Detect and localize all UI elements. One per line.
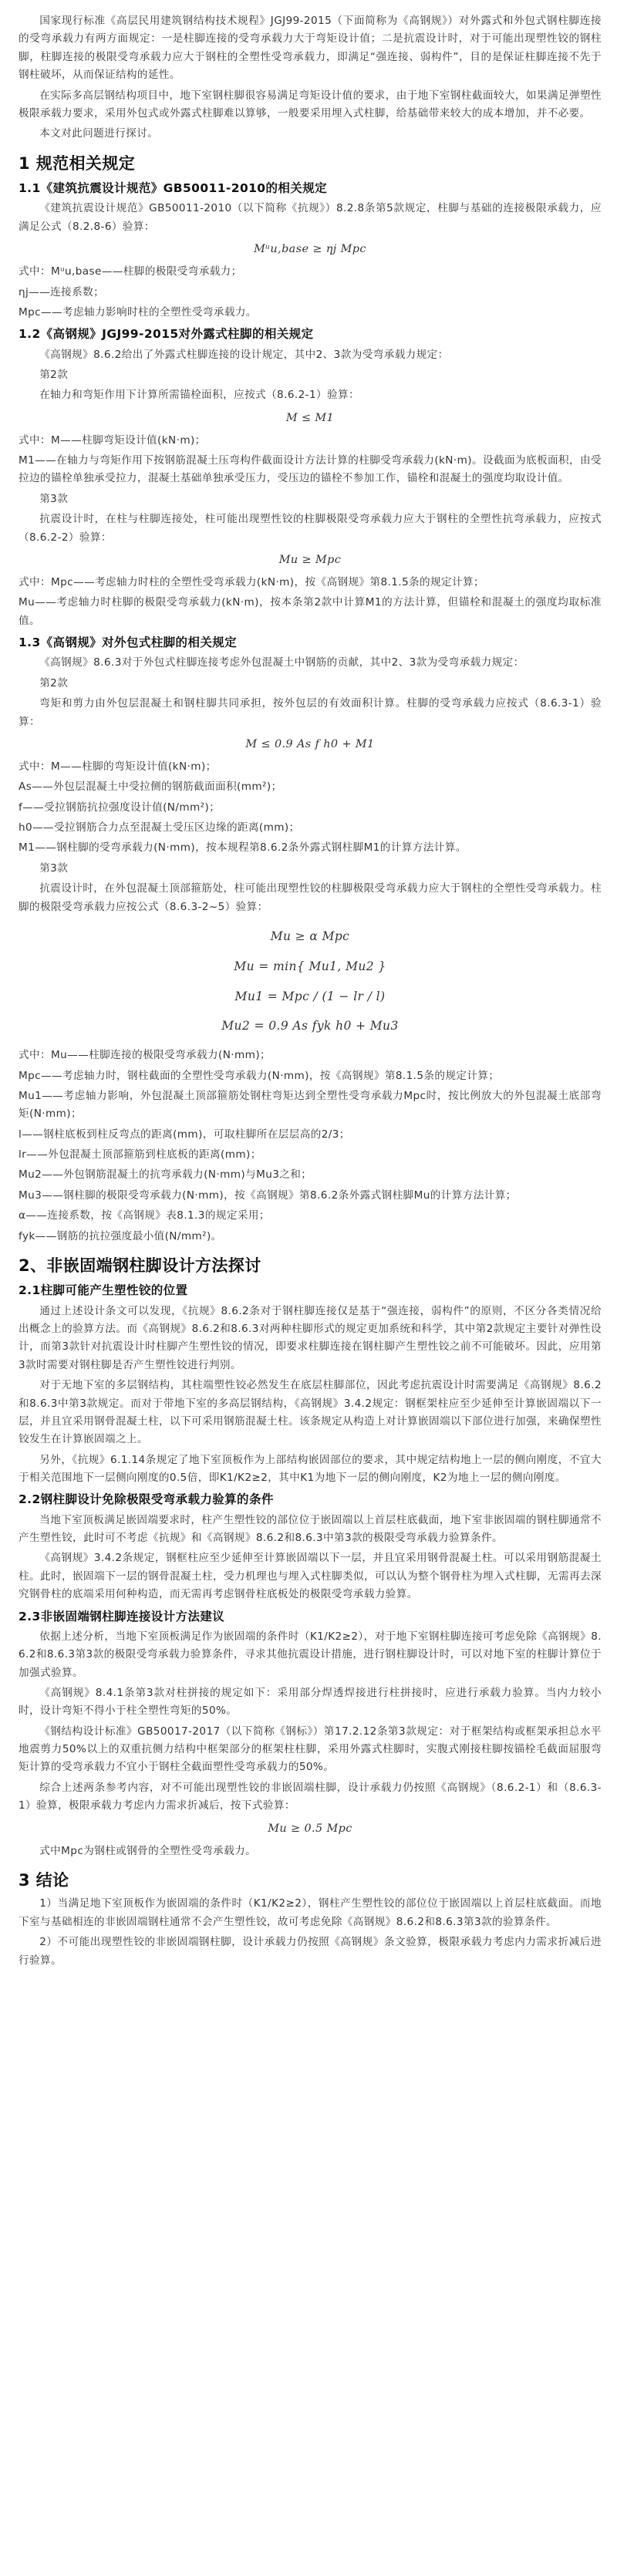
subsection-heading: 1.2《高钢规》JGJ99-2015对外露式柱脚的相关规定 [19,327,314,342]
definition: Mu——考虑轴力时柱脚的极限受弯承载力(kN·m)，按本条第2款中计算M1的方法计算，但锚栓和混凝土的强度均取标准值。 [19,596,602,627]
formula: Mᵘu,base ≥ ηj Mpc [254,243,366,256]
formula: Mu ≥ Mpc [278,553,342,566]
paragraph: 《高钢规》8.6.3对于外包式柱脚连接考虑外包混凝土中钢筋的贡献，其中2、3款为受弯承载力规定： [39,656,524,669]
article [19,0,602,1970]
definition: lr——外包混凝土顶部箍筋到柱底板的距离(mm)； [19,1148,261,1161]
formula: Mu ≥ α Mpc [270,929,350,943]
paragraph: 《高钢规》8.6.2给出了外露式柱脚连接的设计规定，其中2、3款为受弯承载力规定： [39,348,449,361]
definition: Mpc——考虑轴力影响时柱的全塑性受弯承载力。 [19,305,257,319]
definition: Mpc——考虑轴力时，钢柱截面的全塑性受弯承载力(N·mm)，按《高钢规》第8.1.5条的规定计算； [19,1069,500,1082]
formula-group [19,927,602,1036]
paragraph: 综合上述两条参考内容，对不可能出现塑性铰的非嵌固端柱脚，设计承载力仍按照《高钢规》（8.6.2-1）和（8.6.3-1）验算，极限承载力考虑内力需求折减后，按下式验算： [19,1781,602,1812]
paragraph: 依据上述分析，当地下室顶板满足作为嵌固端的条件时（K1/K2≥2），对于地下室钢柱脚连接可考虑免除《高钢规》8.6.2和8.6.3第3款的极限受弯承载力验算条件，寻求其他抗震设计措施，进行钢柱脚设计时，可以对地下室的柱脚计算位于加强式验算。 [19,1630,602,1679]
intro-paragraph: 在实际多高层钢结构项目中，地下室钢柱脚很容易满足弯矩设计值的要求，由于地下室钢柱截面较大，如果满足弹塑性极限承载力要求，采用外包式或外露式柱脚难以算够，一般要采用埋入式柱脚，给基础带来较大的成本增加，并不必要。 [19,89,602,120]
paragraph: 对于无地下室的多层钢结构，其柱端塑性铰必然发生在底层柱脚部位，因此考虑抗震设计时需要满足《高钢规》8.6.2和8.6.3中第3款规定。而对于带地下室的多高层钢结构，《高钢规》3.4.2规定：钢框架柱应至少延伸至计算嵌固端以下一层，并且宜采用钢骨混凝土柱，以下可采用钢筋混凝土柱。该条规定从构造上对计算嵌固端以下部位进行加强，来确保塑性铰发生在计算嵌固端之上。 [19,1379,602,1446]
paragraph: 《高钢规》3.4.2条规定，钢框柱应至少延伸至计算嵌固端以下一层，并且宜采用钢骨混凝土柱。可以采用钢筋混凝土柱。此时，嵌固端下一层的钢骨混凝土柱，受力机理也与埋入式柱脚类似，可以认为整个钢骨柱为埋入式柱脚，无需再去深究钢骨柱的底端采用何种构造，而无需再考虑钢骨柱底板处的极限受弯承载力验算。 [19,1552,602,1601]
intro-paragraph: 国家现行标准《高层民用建筑钢结构技术规程》JGJ99-2015（下面简称为《高钢规》）对外露式和外包式钢柱脚连接的受弯承载力有两方面规定：一是柱脚连接的受弯承载力大于弯矩设计值；二是抗震设计时，对于可能出现塑性铰的钢柱脚，柱脚连接的极限受弯承载力应大于钢柱的全塑性受弯承载力，即满足“强连接、弱构件”，目的是保证柱脚连接不先于钢柱破坏，从而保证结构的延性。 [19,15,602,82]
definition: fyk——钢筋的抗拉强度最小值(N/mm²)。 [19,1229,222,1242]
paragraph: 《建筑抗震设计规范》GB50011-2010（以下简称《抗规》）8.2.8条第5款规定，柱脚与基础的连接极限承载力，应满足公式（8.2.8-6）验算： [19,202,602,233]
definition: M1——钢柱脚的受弯承载力(N·mm)，按本规程第8.6.2条外露式钢柱脚M1的计算方法计算。 [19,841,467,855]
paragraph: 抗震设计时，在外包混凝土顶部箍筋处，柱可能出现塑性铰的柱脚极限受弯承载力应大于钢柱的全塑性受弯承载力。柱脚的极限受弯承载力应按公式（8.6.3-2~5）验算： [19,882,602,913]
paragraph: 通过上述设计条文可以发现，《抗规》8.6.2条对于钢柱脚连接仅是基于“强连接，弱构件”的原则，不区分各类情况给出概念上的验算方法。而《高钢规》8.6.2和8.6.3对两种柱脚形式的规定更加系统和科学，其中第2款规定主要针对弹性设计，而第3款针对抗震设计时柱脚产生塑性铰的情况，即要求柱脚连接在钢柱脚产生塑性铰之前不可能破坏。因此，应用第3款时需要对钢柱脚是否产生塑性铰进行判别。 [19,1304,602,1371]
subsection-heading: 2.3非嵌固端钢柱脚连接设计方法建议 [19,1609,225,1623]
paragraph: 在轴力和弯矩作用下计算所需锚栓面积，应按式（8.6.2-1）验算： [39,389,359,402]
definition: Mu1——考虑轴力影响，外包混凝土顶部箍筋处钢柱弯矩达到全塑性受弯承载力Mpc时，按比例放大的外包混凝土底部弯矩(N·mm)； [19,1089,602,1121]
paragraph: 《钢结构设计标准》GB50017-2017（以下简称《钢标》）第17.2.12条第3款规定：对于框架结构或框架承担总水平地震剪力50%以上的双重抗侧力结构中框架部分的框架柱柱脚，采用外露式柱脚时，实腹式刚接柱脚按锚栓毛截面屈服弯矩计算的受弯承载力不宜小于钢柱全截面塑性受弯承载力的50%。 [19,1725,602,1774]
intro-paragraph: 本文对此问题进行探讨。 [39,127,159,140]
paragraph: 另外，《抗规》6.1.14条规定了地下室顶板作为上部结构嵌固部位的要求，其中规定结构地上一层的侧向刚度，不宜大于相关范围地下一层侧向刚度的0.5倍，即K1/K2≥2，其中K1为地下一层的侧向刚度，K2为地上一层的侧向刚度。 [19,1453,602,1484]
formula: Mu1 = Mpc / (1 − lr / l) [234,989,386,1003]
definition: M1——在轴力与弯矩作用下按钢筋混凝土压弯构件截面设计方法计算的柱脚受弯承载力(kN·m)。设截面为底板面积，由受拉边的锚栓单独承受拉力，混凝土基础单独承受压力，受压边的锚栓不参加工作，锚栓和混凝土的强度均取设计值。 [19,454,602,485]
subsection-heading: 1.3《高钢规》对外包式柱脚的相关规定 [19,636,238,650]
definition: Mu3——钢柱脚的极限受弯承载力(N·mm)，按《高钢规》第8.6.2条外露式钢柱脚Mu的计算方法计算； [19,1189,517,1202]
section-heading: 2、非嵌固端钢柱脚设计方法探讨 [19,1256,261,1275]
paragraph: 抗震设计时，在柱与柱脚连接处，柱可能出现塑性铰的柱脚极限受弯承载力应大于钢柱的全塑性抗弯承载力，应按式（8.6.2-2）验算： [19,513,602,544]
paragraph: 当地下室顶板满足嵌固端要求时，柱产生塑性铰的部位位于嵌固端以上首层柱底截面，地下室非嵌固端的钢柱脚通常不产生塑性铰，此时可不考虑《抗规》和《高钢规》8.6.2和8.6.3中第3款的极限受弯承载力验算条件。 [19,1513,602,1544]
formula: M ≤ M1 [285,411,335,424]
definition: l——钢柱底板到柱反弯点的距离(mm)，可取柱脚所在层层高的2/3； [19,1128,350,1141]
section-heading: 3 结论 [19,1870,69,1890]
definition: 式中：Mᵘu,base——柱脚的极限受弯承载力； [19,265,242,278]
definition: Mu2——外包钢筋混凝土的抗弯承载力(N·mm)与Mu3之和； [19,1168,312,1182]
formula: M ≤ 0.9 As f h0 + M1 [245,737,375,750]
definition: As——外包层混凝土中受拉侧的钢筋截面面积(mm²)； [19,781,282,794]
clause-label: 第2款 [39,368,69,381]
clause-label: 第2款 [39,676,69,690]
definition: f——受拉钢筋抗拉强度设计值(N/mm²)； [19,801,221,814]
definition: 式中：Mpc——考虑轴力时柱的全塑性受弯承载力(kN·m)，按《高钢规》第8.1.5条的规定计算； [19,576,485,589]
formula: Mu ≥ 0.5 Mpc [268,1822,352,1835]
definition: α——连接系数，按《高钢规》表8.1.3的规定采用； [19,1209,270,1222]
clause-label: 第3款 [39,492,69,505]
conclusion-item: 1）当满足地下室顶板作为嵌固端的条件时（K1/K2≥2），钢柱产生塑性铰的部位位于嵌固端以上首层柱底截面。而地下室与基础相连的非嵌固端钢柱通常不会产生塑性铰，故可考虑免除《高钢规》8.6.2和8.6.3第3款的验算条件。 [19,1897,602,1928]
conclusion-item: 2）不可能出现塑性铰的非嵌固端钢柱脚，设计承载力仍按照《高钢规》条文验算，极限承载力考虑内力需求折减后进行验算。 [19,1936,602,1967]
subsection-heading: 1.1《建筑抗震设计规范》GB50011-2010的相关规定 [19,181,327,196]
paragraph: 弯矩和剪力由外包层混凝土和钢柱脚共同承担，按外包层的有效面积计算。柱脚的受弯承载力应按式（8.6.3-1）验算： [19,697,602,728]
subsection-heading: 2.1柱脚可能产生塑性铰的位置 [19,1283,188,1298]
formula: Mu2 = 0.9 As fyk h0 + Mu3 [221,1019,399,1033]
clause-label: 第3款 [39,861,69,875]
section-heading: 1 规范相关规定 [19,153,136,173]
definition: 式中：Mu——柱脚连接的极限受弯承载力(N·mm)； [19,1049,271,1062]
definition: h0——受拉钢筋合力点至混凝土受压区边缘的距离(mm)； [19,821,300,835]
definition: 式中：M——柱脚的弯矩设计值(kN·m)； [19,760,217,773]
paragraph: 《高钢规》8.4.1条第3款对柱拼接的规定如下：采用部分焊透焊接进行柱拼接时，应进行承载力验算。当内力较小时，设计弯矩不得小于柱全塑性弯矩的50%。 [19,1686,602,1718]
formula: Mu = min{ Mu1, Mu2 } [234,959,386,973]
definition: 式中：M——柱脚弯矩设计值(kN·m)； [19,433,206,447]
paragraph: 式中Mpc为钢柱或钢骨的全塑性受弯承载力。 [39,1844,257,1857]
definition: ηj——连接系数； [19,285,105,298]
subsection-heading: 2.2钢柱脚设计免除极限受弯承载力验算的条件 [19,1492,274,1507]
